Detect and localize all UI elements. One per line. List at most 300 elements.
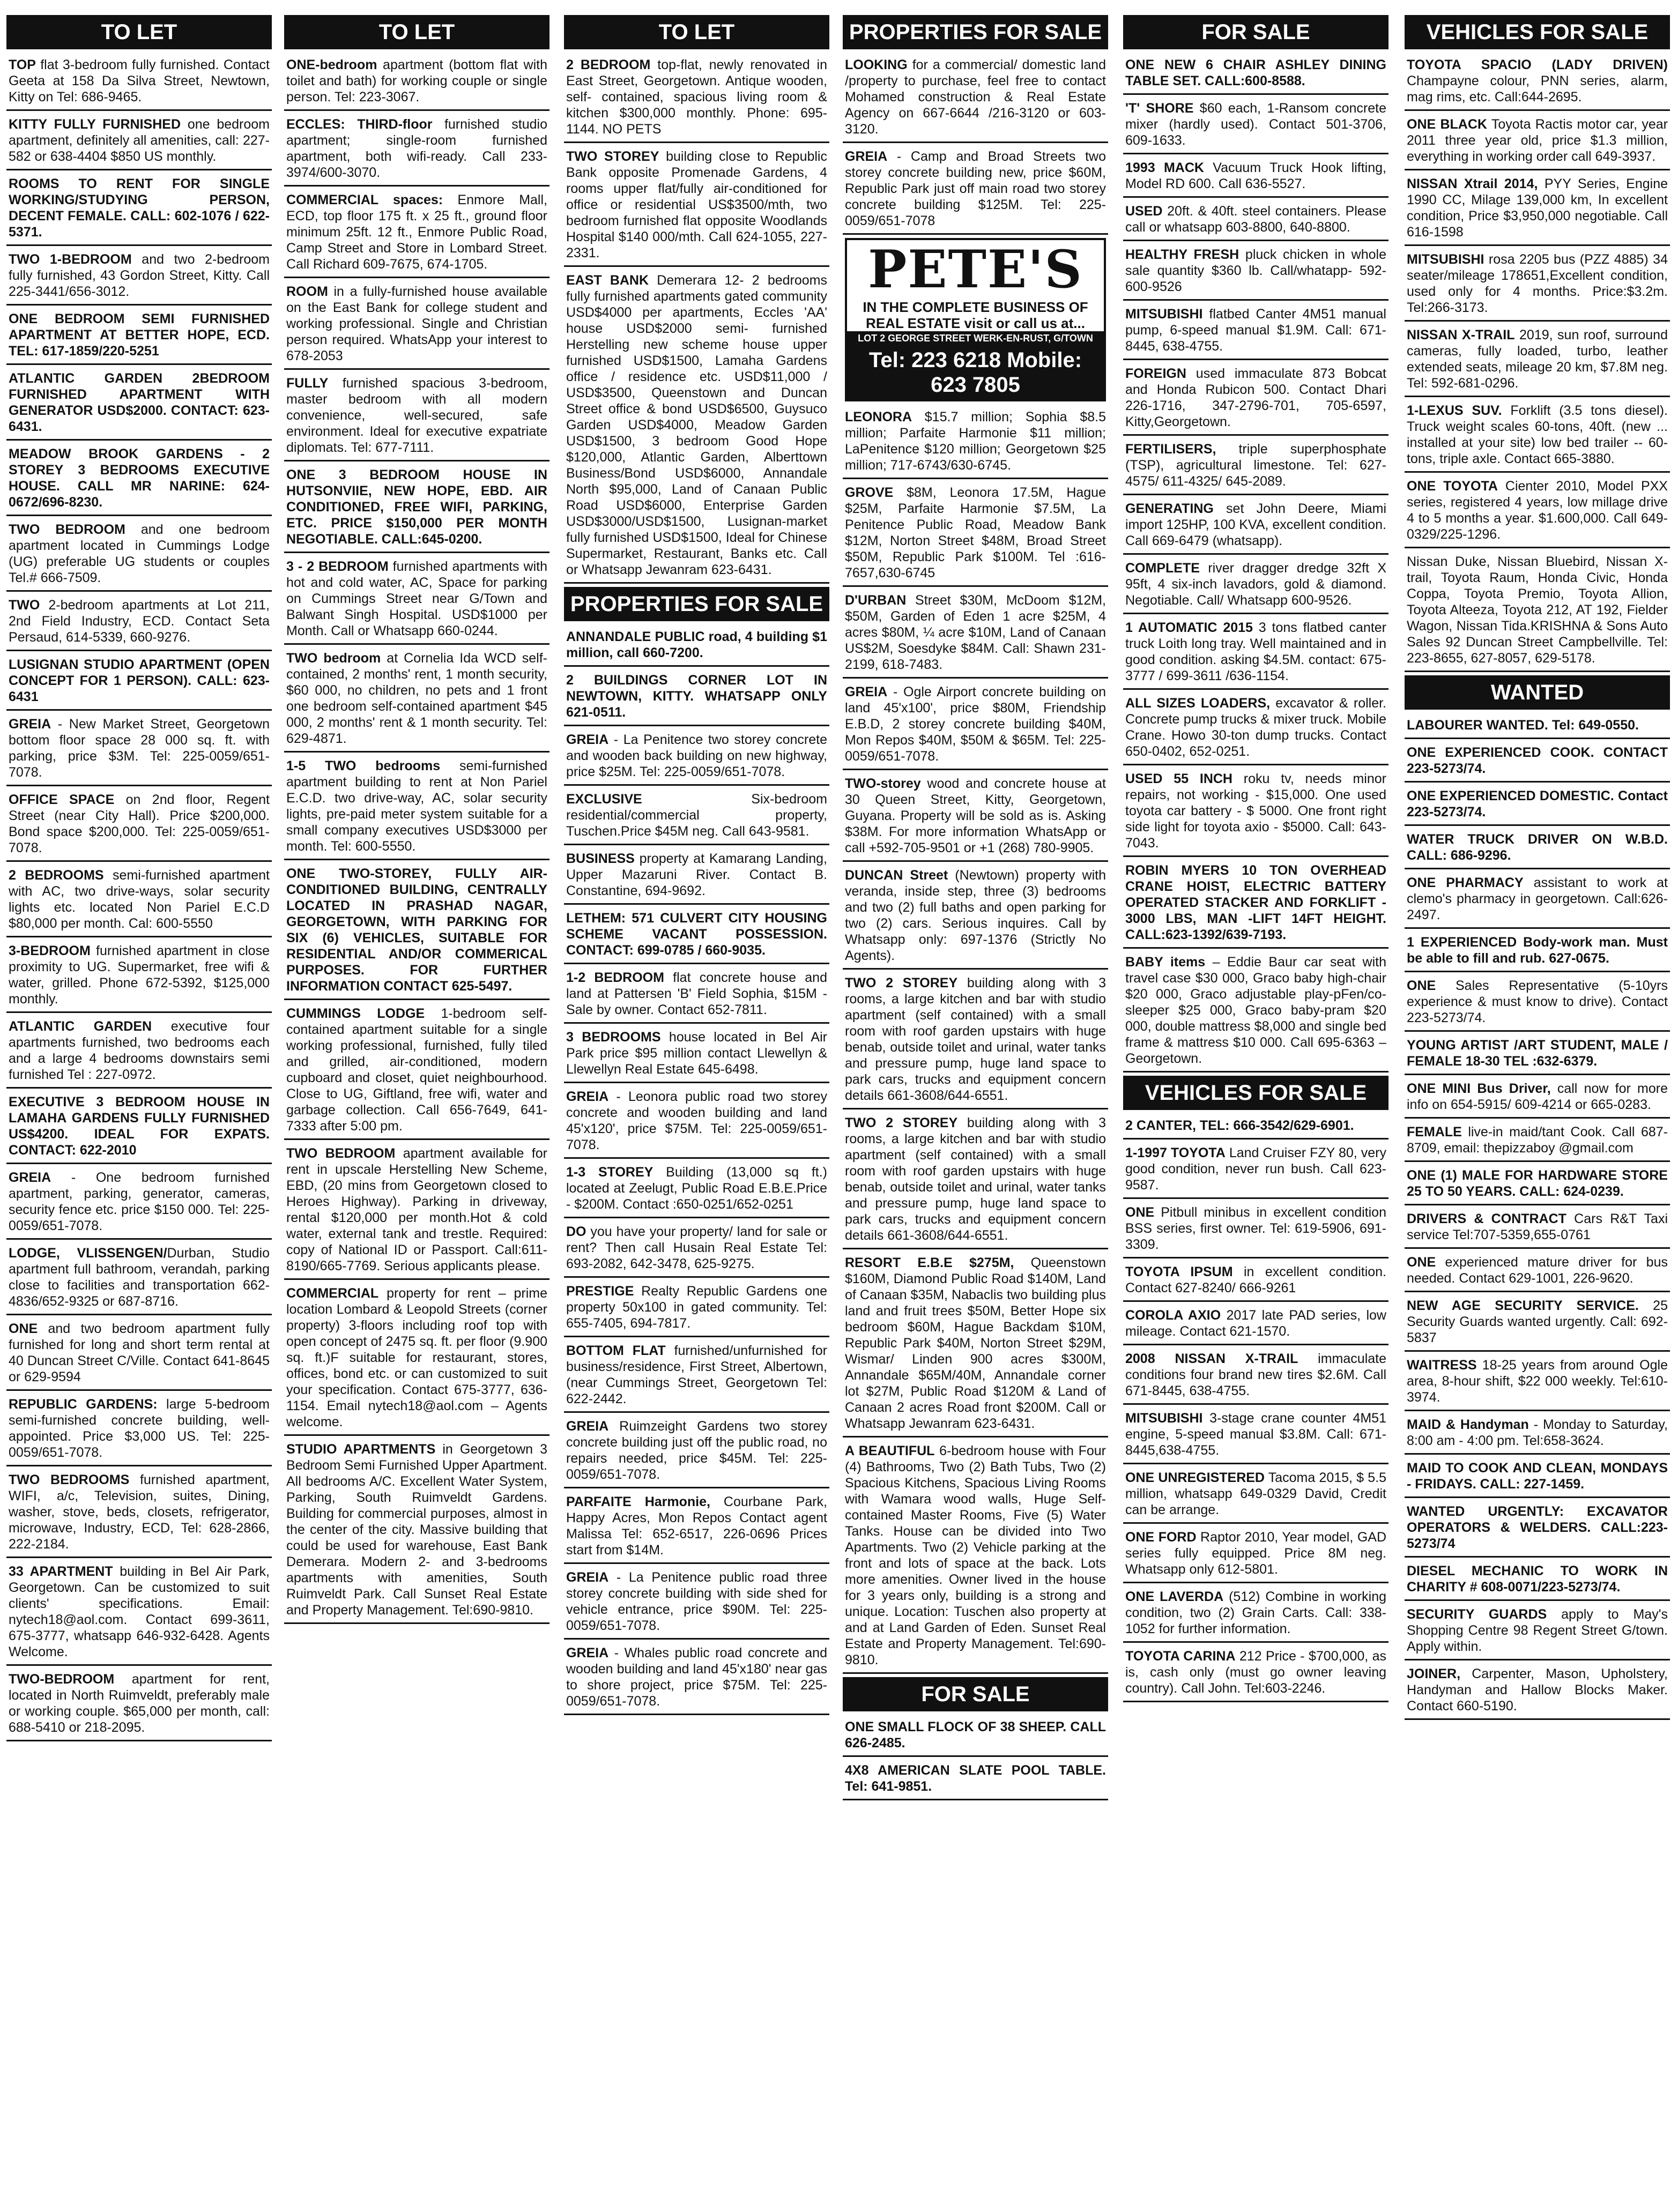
ad-lead-text: ONE NEW 6 CHAIR ASHLEY DINING TABLE SET. CALL:600-8588. <box>1125 57 1386 88</box>
classified-ad <box>6 444 272 516</box>
classified-ad <box>284 1003 550 1140</box>
classified-ad <box>6 114 272 170</box>
classified-ad <box>1405 1414 1670 1455</box>
classified-ad <box>1405 55 1670 111</box>
ad-lead-text: TWO STOREY <box>566 149 659 164</box>
classified-ad <box>6 519 272 592</box>
classified-ad <box>843 482 1108 587</box>
ad-body-text: Raptor 2010, Year model, GAD series fully equipped. Price 8M neg. Whatsapp only 612-5801. <box>1125 1530 1386 1577</box>
ad-body-text: – Eddie Baur car seat with travel case $30 000, Graco baby high-chair $20 000, Graco adjustable play-pFen/co-sleeper $25 000, Graco baby-pram $20 000, double mattress $8,000 and single bed frame & mattress $10 000. Call 695-6363 – Georgetown. <box>1125 955 1386 1066</box>
ad-body-text: property for rent – prime location Lombard & Leopold Streets (corner property) 3-floors including roof top with open concept of 2475 sq. ft. per floor (9.900 sq. ft.)F suitable for restaurant, stores, offices, bond etc. or can customized to suit your specification. Contact 675-3777, 636-1154. Email nytech18@aol.com – Agents welcome. <box>286 1286 547 1429</box>
classified-ad <box>6 1394 272 1466</box>
ad-lead-text: COMMERCIAL <box>286 1286 379 1301</box>
ad-body-text: Pitbull minibus in excellent condition BSS series, first owner. Tel: 619-5906, 691-3309. <box>1125 1205 1386 1252</box>
ad-body-text: set John Deere, Miami import 125HP, 100 KVA, excellent condition. Call 669-6479 (whatsapp). <box>1125 501 1386 548</box>
ad-body-text: Toyota Ractis motor car, year 2011 three year old, price $1.3 million, everything in working order call 649-3937. <box>1407 117 1668 164</box>
classified-ad <box>284 281 550 370</box>
ad-body-text: building in Bel Air Park, Georgetown. Can be customized to suit clients' specifications. Email: nytech18@aol.com. Contact 699-3611, 675-3777, whatsapp 646-932-6428. Agents Welcome. <box>9 1564 270 1659</box>
ad-body-text: 2-bedroom apartments at Lot 211, 2nd Field Industry, ECD. Contact Seta Persaud, 614-5339, 660-9276. <box>9 598 270 645</box>
ad-lead-text: ONE <box>9 1321 38 1336</box>
ad-lead-text: 2 BEDROOM <box>566 57 651 72</box>
classified-ad <box>1123 439 1389 495</box>
ad-lead-text: FEMALE <box>1407 1124 1462 1139</box>
ad-lead-text: TWO <box>9 598 40 613</box>
classified-ad <box>6 595 272 651</box>
classified-ad <box>1405 400 1670 473</box>
ad-body-text: 6-bedroom house with Four (4) Bathrooms, Two (2) Bath Tubs, Two (2) Spacious Kitchens, Spacious Living Rooms with Wamara wood walls, Huge Self-contained Master Rooms, Five (5) Water Tanks. House can be divided into Two Apartments. Two (2) Vehicle parking at the front and lots of space at the back. Lots more amenities. Owner lived in the house for 3 years only, building is a strong and unique. Location: Tuschen also property at and at Land Garden of Eden. Sunset Real Estate and Property Management. Tel:690-9810. <box>845 1443 1106 1667</box>
ad-body-text: wood and concrete house at 30 Queen Street, Kitty, Georgetown, Guyana. Property will be sold as is. Asking $38M. For more information WhatsApp or call +592-705-9501 or +1 (268) 780-9905. <box>845 776 1106 855</box>
classified-ad <box>1405 325 1670 397</box>
ad-lead-text: USED <box>1125 204 1163 219</box>
classified-ad <box>6 654 272 711</box>
ad-body-text: roku tv, needs minor repairs, not working - $15,000. One used toyota car battery - $ 5000. One front right side light for toyota axio - $5000. Call: 643-7043. <box>1125 771 1386 851</box>
ad-lead-text: 1-3 STOREY <box>566 1165 654 1180</box>
classified-ad <box>1405 1078 1670 1119</box>
classified-ad <box>843 773 1108 862</box>
ad-body-text: for a commercial/ domestic land /property to purchase, feel free to contact Mohamed construction & Real Estate Agency on 667-6644 /216-3120 or 603-3120. <box>845 57 1106 137</box>
ad-body-text: - Leonora public road two storey concrete and wooden building and land 45'x120', price $75M. Tel: 225-0059/651-7078. <box>566 1089 827 1152</box>
ad-body-text: flatbed Canter 4M51 manual pump, 6-speed manual $1.9M. Call: 671-8445, 638-4755. <box>1125 307 1386 354</box>
ad-lead-text: TWO BEDROOMS <box>9 1472 130 1487</box>
ad-body-text: large 5-bedroom semi-furnished concrete building, well-appointed. Price $3,000 US. Tel: 225-0059/651-7078. <box>9 1397 270 1460</box>
classified-ad <box>1123 1262 1389 1302</box>
ad-lead-text: D'URBAN <box>845 593 907 608</box>
ad-body-text: Forklift (3.5 tons diesel). Truck weight scales 60-tons, 40ft. (new ... installed at your site) low bed trailer -- 60-tons, triple axle. Contact 665-3880. <box>1407 403 1668 466</box>
ad-body-text: Champayne colour, PNN series, alarm, mag rims, etc. Call:644-2695. <box>1407 73 1668 105</box>
ad-body-text: furnished/unfurnished for business/residence, First Street, Albertown, (near Cummings Street, Georgetown Tel: 622-2442. <box>566 1343 827 1406</box>
ad-body-text: 1-bedroom self-contained apartment suitable for a single working professional, furnished, fully tiled and grilled, air-conditioned, modern cupboard and closet, quiet neighbourhood. Close to UG, Giftland, free wifi, water and garbage collection. Call 656-7649, 641-7333 after 5:00 pm. <box>286 1006 547 1134</box>
classified-ad <box>843 1717 1108 1757</box>
ad-lead-text: BUSINESS <box>566 851 635 866</box>
ad-body-text: 2019, sun roof, surround cameras, fully loaded, turbo, leather extended seats, mileage 20 km, $7.8M neg. Tel: 592-681-0296. <box>1407 327 1668 391</box>
ad-body-text: furnished studio apartment; single-room furnished apartment, both wifi-ready. Call 233-3974/600-3070. <box>286 117 547 180</box>
ad-lead-text: ONE EXPERIENCED COOK. CONTACT 223-5273/74. <box>1407 745 1668 776</box>
classified-ad <box>1405 1165 1670 1205</box>
ad-lead-text: GREIA <box>9 1170 51 1185</box>
ad-lead-text: ONE BEDROOM SEMI FURNISHED APARTMENT AT BETTER HOPE, ECD. TEL: 617-1859/220-5251 <box>9 311 270 359</box>
classified-ad <box>6 865 272 937</box>
ad-body-text: Cars R&T Taxi service Tel:707-5359,655-0761 <box>1407 1211 1668 1242</box>
classified-ad <box>1405 1458 1670 1498</box>
classified-ad <box>1123 1202 1389 1258</box>
ad-lead-text: TWO 2 STOREY <box>845 975 958 990</box>
ad-lead-text: TOP <box>9 57 36 72</box>
ad-body-text: apartment (bottom flat with toilet and bath) for working couple or single person. Tel: 223-3067. <box>286 57 547 105</box>
classified-ad <box>843 146 1108 235</box>
classified-ad <box>6 790 272 862</box>
ad-body-text: building along with 3 rooms, a large kitchen and bar with studio apartment (self contained) with a small room with roof garden upstairs with huge benab, outside toilet and urinal, water tanks and pressure pump, huge land space to park cars, trucks and equipment concern details 661-3608/644-6551. <box>845 1115 1107 1243</box>
ad-body-text: Enmore Mall, ECD, top floor 175 ft. x 25 ft., ground floor minimum 25ft. 12 ft., Enmore Public Road, Camp Street and Store in Lombard Street. Call Richard 609-7675, 674-1705. <box>286 192 547 272</box>
classified-ad <box>1405 742 1670 783</box>
logo-address: LOT 2 GEORGE STREET WERK-EN-RUST, G/TOWN <box>847 331 1104 346</box>
section-header: WANTED <box>1405 675 1670 710</box>
classified-ad <box>1405 1122 1670 1162</box>
classified-ad <box>564 1340 829 1413</box>
ad-body-text: - La Penitence public road three storey concrete building with side shed for vehicle entrance, price $90M. Tel: 225-0059/651-7078. <box>566 1570 827 1633</box>
classified-ad <box>1123 158 1389 198</box>
section-header: TO LET <box>284 15 550 49</box>
ad-body-text: and two 2-bedroom fully furnished, 43 Gordon Street, Kitty. Call 225-3441/656-3012. <box>9 252 270 299</box>
ad-body-text: used immaculate 873 Bobcat and Honda Rubicon 500. Contact Dhari 226-1716, 347-2796-701, 705-6597, Kitty,Georgetown. <box>1125 366 1386 429</box>
classified-ad <box>1123 693 1389 765</box>
ad-body-text: Land Cruiser FZY 80, very good condition, never run bush. Call 623-9587. <box>1125 1145 1386 1193</box>
classified-ad <box>564 270 829 584</box>
ad-lead-text: BABY items <box>1125 955 1206 970</box>
ad-lead-text: GREIA <box>845 684 888 699</box>
ad-body-text: 3 tons flatbed canter truck Loith long tray. Well maintained and in good condition. asking $4.5M. contact: 675-3777 / 699-3611 /636-1154. <box>1125 620 1387 683</box>
section-header: PROPERTIES FOR SALE <box>564 587 829 621</box>
classified-ad <box>564 146 829 267</box>
logo-tagline: IN THE COMPLETE BUSINESS OF REAL ESTATE visit or call us at... <box>863 299 1088 331</box>
classified-ad <box>1405 1252 1670 1292</box>
ad-body-text: at Cornelia Ida WCD self-contained, 2 months' rent, 1 month security, $60 000, no children, no pets and 1 front one bedroom self-contained apartment $45 000, 2 months' rent & 1 month security. Tel: 629-4871. <box>286 651 547 746</box>
classified-ad <box>284 648 550 753</box>
ad-lead-text: 1-1997 TOYOTA <box>1125 1145 1226 1160</box>
ad-body-text: live-in maid/tant Cook. Call 687-8709, email: thepizzaboy @gmail.com <box>1407 1124 1668 1156</box>
ad-body-text: on 2nd floor, Regent Street (near City Hall). Price $200,000. Bond space $200,000. Tel: 225-0059/651-7078. <box>9 792 270 855</box>
ad-body-text: assistant to work at clemo's pharmacy in georgetown. Call:626-2497. <box>1407 875 1668 922</box>
ad-body-text: pluck chicken in whole sale quantity $360 lb. Call/whatapp- 592-600-9526 <box>1125 247 1386 294</box>
section-header: PROPERTIES FOR SALE <box>843 15 1108 49</box>
ad-lead-text: NEW AGE SECURITY SERVICE. <box>1407 1298 1639 1313</box>
classified-ad <box>6 714 272 786</box>
classified-ad <box>843 973 1108 1109</box>
ad-body-text: $8M, Leonora 17.5M, Hague $25M, Parfaite Harmonie $7.5M, La Penitence Public Road, Meadow Bank $12M, Norton Street $48M, Broad Street $50M, Republic Park $100M. Tel :616-7657,630-6745 <box>845 485 1106 580</box>
classified-ad <box>1405 786 1670 826</box>
ad-body-text: Realty Republic Gardens one property 50x100 in gated community. Tel: 655-7405, 694-7817. <box>566 1284 827 1331</box>
ad-lead-text: ONE <box>1407 978 1436 993</box>
ad-body-text: furnished apartment in close proximity to UG. Supermarket, free wifi & water, grilled. Phone 672-5392, $125,000 monthly. <box>9 943 270 1007</box>
ad-lead-text: 2 BEDROOMS <box>9 868 104 883</box>
ad-body-text: 20ft. & 40ft. steel containers. Please call or whatsapp 603-8800, 640-8800. <box>1125 204 1386 235</box>
ad-body-text: building close to Republic Bank opposite Promenade Gardens, 4 rooms upper flat/fully air-conditioned for office or residential US$3500/mth, two bedroom furnished flat opposite Woodlands Hospital $140 000/mth. Call 624-1055, 227-2331. <box>566 149 827 260</box>
classified-ad <box>6 1167 272 1240</box>
classified-ad <box>1405 873 1670 929</box>
ad-body-text: furnished apartments with hot and cold water, AC, Space for parking on Cummings Street near G/Town and Balwant Singh Hospital. USD$1000 per Month. Call or Whatsapp 660-0244. <box>286 559 548 638</box>
ad-lead-text: MITSUBISHI <box>1125 307 1203 322</box>
ad-lead-text: PARFAITE Harmonie, <box>566 1494 710 1509</box>
ad-lead-text: BOTTOM FLAT <box>566 1343 666 1358</box>
classified-ad <box>1123 1115 1389 1139</box>
ad-lead-text: ONE LAVERDA <box>1125 1589 1224 1604</box>
ad-lead-text: GREIA <box>566 1645 609 1660</box>
classified-ad <box>564 908 829 964</box>
classified-ad <box>284 373 550 461</box>
classified-ad <box>564 1492 829 1564</box>
ad-lead-text: ONE TWO-STOREY, FULLY AIR-CONDITIONED BUILDING, CENTRALLY LOCATED IN PRASHAD NAGAR, GEORGETOWN, WITH PARKING FOR SIX (6) VEHICLES, SUITABLE FOR RESIDENTIAL AND/OR COMMERICAL PURPOSES. FOR FURTHER INFORMATION CONTACT 625-5497. <box>286 866 547 994</box>
classified-ad <box>843 1441 1108 1674</box>
ad-body-text: Vacuum Truck Hook lifting, Model RD 600. Call 636-5527. <box>1125 160 1386 191</box>
classified-ad <box>1405 715 1670 739</box>
ad-lead-text: COMMERCIAL spaces: <box>286 192 443 207</box>
ad-lead-text: TWO BEDROOM <box>9 522 125 537</box>
ad-lead-text: JOINER, <box>1407 1666 1461 1681</box>
classified-ad <box>1123 1349 1389 1405</box>
classified-ad <box>843 55 1108 143</box>
ad-lead-text: ONE SMALL FLOCK OF 38 SHEEP. CALL 626-2485. <box>845 1719 1106 1751</box>
ad-lead-text: EXECUTIVE 3 BEDROOM HOUSE IN LAMAHA GARDENS FULLY FURNISHED US$4200. IDEAL FOR EXPATS. CONTACT: 622-2010 <box>9 1094 270 1158</box>
ad-body-text: property at Kamarang Landing, Upper Mazaruni River. Contact B. Constantine, 694-9692. <box>566 851 827 898</box>
ad-body-text: top-flat, newly renovated in East Street, Georgetown. Antique wooden, self- contained, spacious living room & kitchen $300,000 monthly. Phone: 695-1144. NO PETS <box>566 57 828 137</box>
classified-ad <box>1405 829 1670 869</box>
classified-ad <box>1405 552 1670 672</box>
ad-body-text: in excellent condition. Contact 627-8240/ 666-9261 <box>1125 1264 1386 1295</box>
classified-ad <box>564 1643 829 1715</box>
ad-lead-text: ONE <box>1125 1205 1155 1220</box>
ad-lead-text: LETHEM: 571 CULVERT CITY HOUSING SCHEME VACANT POSSESSION. CONTACT: 699-0785 / 660-9035. <box>566 911 827 958</box>
classified-ad <box>1123 952 1389 1073</box>
ad-lead-text: NISSAN Xtrail 2014, <box>1407 176 1538 191</box>
ad-body-text: $15.7 million; Sophia $8.5 million; Parfaite Harmonie $11 million; LaPenitence $120 million; Georgetown $25 million; 717-6743/630-6745. <box>845 409 1106 473</box>
classified-ad <box>564 1162 829 1218</box>
section-header: FOR SALE <box>1123 15 1389 49</box>
column-1 <box>6 13 272 2205</box>
ad-body-text: in Georgetown 3 Bedroom Semi Furnished Upper Apartment. All bedrooms A/C. Excellent Water System, Parking, South Ruimveldt Gardens. Building for commercial purposes, almost in the center of the city. Massive building that could be used for warehouse, East Bank Demerara. Modern 2- and 3-bedrooms apartments with amenities, South Ruimveldt Park. Call Sunset Real Estate and Property Management. Tel:690-9810. <box>286 1442 547 1618</box>
ad-lead-text: TOYOTA SPACIO (LADY DRIVEN) <box>1407 57 1668 72</box>
ad-lead-text: WANTED URGENTLY: EXCAVATOR OPERATORS & WELDERS. CALL:223-5273/74 <box>1407 1504 1668 1551</box>
ad-lead-text: 1-2 BEDROOM <box>566 970 664 985</box>
ad-lead-text: OFFICE SPACE <box>9 792 115 807</box>
classified-ad <box>564 967 829 1024</box>
classified-ad <box>284 756 550 860</box>
ad-lead-text: TWO bedroom <box>286 651 381 666</box>
column-2 <box>284 13 550 2205</box>
ad-body-text: Street $30M, McDoom $12M, $50M, Garden of Eden 1 acre $25M, 4 acres $80M, ¼ acre $10M, Land of Canaan US$2M, Soesdyke $84M. Call: Shawn 231-2199, 618-7483. <box>845 593 1106 672</box>
ad-lead-text: WAITRESS <box>1407 1358 1477 1373</box>
classified-ad <box>1123 304 1389 360</box>
classified-ad <box>284 1439 550 1624</box>
ad-body-text: building along with 3 rooms, a large kitchen and bar with studio apartment (self contained) with a small room with roof garden upstairs with huge benab, outside toilet and urinal, water tanks and pressure pump, huge land space to park cars, trucks and equipment concern details 661-3608/644-6551. <box>845 975 1107 1103</box>
ad-lead-text: TOYOTA CARINA <box>1125 1649 1236 1664</box>
classified-ad <box>1405 1209 1670 1249</box>
ad-body-text: triple superphosphate (TSP), agricultural limestone. Tel: 627-4575/ 611-4325/ 645-2089. <box>1125 442 1386 489</box>
section-header: TO LET <box>564 15 829 49</box>
classified-ad <box>1405 1501 1670 1558</box>
classified-ad <box>6 1669 272 1741</box>
ad-lead-text: MAID TO COOK AND CLEAN, MONDAYS - FRIDAYS. CALL: 227-1459. <box>1407 1461 1668 1492</box>
classified-ad <box>1405 975 1670 1032</box>
ad-lead-text: LABOURER WANTED. Tel: 649-0550. <box>1407 718 1639 733</box>
classified-ad <box>1123 1468 1389 1524</box>
ad-body-text: 2017 late PAD series, low mileage. Contact 621-1570. <box>1125 1308 1386 1339</box>
ad-lead-text: NISSAN X-TRAIL <box>1407 327 1515 342</box>
classified-ad <box>284 863 550 1000</box>
classified-ad <box>1123 498 1389 555</box>
ad-body-text: and two bedroom apartment fully furnished for long and short term rental at 40 Duncan Street C/Ville. Contact 641-8645 or 629-9594 <box>9 1321 270 1384</box>
section-header: FOR SALE <box>843 1677 1108 1711</box>
classified-ad <box>843 865 1108 970</box>
classified-ad <box>6 309 272 365</box>
classified-ad <box>1405 1355 1670 1411</box>
classified-ad <box>1123 1408 1389 1464</box>
classified-ad <box>6 1016 272 1089</box>
ad-body-text: apply to May's Shopping Centre 98 Regent Street G/town. Apply within. <box>1407 1607 1668 1654</box>
ad-body-text: river dragger dredge 32ft X 95ft, 4 six-inch lavadors, gold & diamond. Negotiable. Call/ Whatsapp 600-9526. <box>1125 561 1386 608</box>
ad-lead-text: 2008 NISSAN X-TRAIL <box>1125 1351 1298 1366</box>
ad-lead-text: ONE <box>1407 1255 1436 1270</box>
ad-lead-text: HEALTHY FRESH <box>1125 247 1239 262</box>
classified-ad <box>564 1222 829 1278</box>
logo-wordmark: PETE'S <box>868 239 1083 300</box>
ad-body-text: - Ogle Airport concrete building on land 45'x100', price $80M, Friendship E.B.D, 2 storey concrete building $40M, Mon Repos $40M, $50M & $65M. Tel: 225-0059/651-7078. <box>845 684 1106 764</box>
ad-lead-text: FULLY <box>286 376 329 391</box>
classified-ad <box>564 729 829 786</box>
column-5 <box>1123 13 1389 2205</box>
ad-lead-text: ALL SIZES LOADERS, <box>1125 696 1271 711</box>
ad-body-text: apartment available for rent in upscale Herstelling New Scheme, EBD, (20 mins from Georgetown closed to Heroes Highway). Parking in driveway, rental $120,000 per month.Hot & cold water, external tank and trestle. Required: copy of National ID or Passport. Call:611-8190/665-7769. Serious applicants please. <box>286 1146 547 1273</box>
ad-body-text: 212 Price - $700,000, as is, cash only (must go owner leaving country). Call John. Tel:603-2246. <box>1125 1649 1386 1696</box>
ad-lead-text: YOUNG ARTIST /ART STUDENT, MALE / FEMALE 18-30 TEL :632-6379. <box>1407 1038 1668 1069</box>
ad-body-text: (Newtown) property with veranda, inside step, three (3) bedrooms and two (2) full baths and open parking for two (2) cars. Serious inquires. Call by Whatsapp only: 697-1376 (Strictly No Agents). <box>845 868 1106 963</box>
section-header: TO LET <box>6 15 272 49</box>
ad-lead-text: 1-LEXUS SUV. <box>1407 403 1502 418</box>
classified-ad <box>564 1281 829 1337</box>
ad-lead-text: REPUBLIC GARDENS: <box>9 1397 158 1412</box>
ad-body-text: excavator & roller. Concrete pump trucks & mixer truck. Mobile Crane. Howo 30-ton dump trucks. Contact 650-0402, 652-0251. <box>1125 696 1387 759</box>
realty-advert-logo <box>845 238 1106 401</box>
ad-body-text: PYY Series, Engine 1990 CC, Milage 139,000 km, In excellent condition, Price $3,950,000 negotiable. Call 616-1598 <box>1407 176 1668 240</box>
classified-ad <box>1405 1664 1670 1720</box>
classified-ad <box>564 627 829 667</box>
ad-lead-text: FOREIGN <box>1125 366 1186 381</box>
classified-ad <box>6 941 272 1013</box>
classified-ad <box>284 114 550 187</box>
ad-body-text: - One bedroom furnished apartment, parking, generator, cameras, security fence etc. price $150 000. Tel: 225-0059/651-7078. <box>9 1170 270 1233</box>
ad-lead-text: 3 BEDROOMS <box>566 1030 661 1045</box>
classified-ad <box>1405 1561 1670 1601</box>
ad-lead-text: 1 AUTOMATIC 2015 <box>1125 620 1253 635</box>
ad-lead-text: 2 CANTER, TEL: 666-3542/629-6901. <box>1125 1118 1354 1133</box>
ad-body-text: semi-furnished apartment building to rent at Non Pariel E.C.D. two drive-way, AC, solar security lights, pre-paid meter system suitable for a small company executives USD$3000 per month. Tel: 600-5550. <box>286 758 547 854</box>
ad-lead-text: DRIVERS & CONTRACT <box>1407 1211 1566 1226</box>
classified-ad <box>1123 55 1389 95</box>
classified-ad <box>1405 1604 1670 1660</box>
ad-body-text: Six-bedroom residential/commercial property, Tuschen.Price $45M neg. Call 643-9581. <box>566 792 827 839</box>
ad-lead-text: KITTY FULLY FURNISHED <box>9 117 181 132</box>
classified-ad <box>1405 1295 1670 1352</box>
classified-ad <box>6 55 272 111</box>
ad-body-text: - Camp and Broad Streets two storey concrete building new, price $60M, Republic Park just off main road two storey concrete building $125M. Tel: 225-0059/651-7078 <box>845 149 1106 228</box>
ad-lead-text: USED 55 INCH <box>1125 771 1232 786</box>
classified-ad <box>1405 174 1670 246</box>
classified-ad <box>564 55 829 143</box>
ad-body-text: flat concrete house and land at Pattersen 'B' Field Sophia, $15M - Sale by owner. Contact 652-7811. <box>566 970 827 1017</box>
classified-ad <box>843 590 1108 679</box>
ad-lead-text: GREIA <box>566 1570 609 1585</box>
ad-body-text: in a fully-furnished house available on the East Bank for college student and working professional. Single and Christian person required. WhatsApp your interest to 678-2053 <box>286 284 547 363</box>
classified-ad <box>1123 617 1389 690</box>
classified-ad <box>1123 244 1389 301</box>
classified-ad <box>564 848 829 905</box>
ad-lead-text: FERTILISERS, <box>1125 442 1216 457</box>
classified-ad <box>843 1253 1108 1438</box>
ad-lead-text: COROLA AXIO <box>1125 1308 1221 1323</box>
ad-lead-text: TWO-storey <box>845 776 921 791</box>
ad-lead-text: ONE BLACK <box>1407 117 1487 132</box>
ad-lead-text: GREIA <box>845 149 888 164</box>
ad-lead-text: ONE 3 BEDROOM HOUSE IN HUTSONVIIE, NEW HOPE, EBD. AIR CONDITIONED, FREE WIFI, PARKING, ETC. PRICE $150,000 PER MONTH NEGOTIABLE. CALL:645-0200. <box>286 467 547 547</box>
ad-body-text: Tacoma 2015, $ 5.5 million, whatsapp 649-0329 David, Credit can be arrange. <box>1125 1470 1386 1517</box>
classified-ad <box>284 55 550 111</box>
classified-ad <box>1123 1305 1389 1345</box>
ad-lead-text: 1 EXPERIENCED Body-work man. Must be able to fill and rub. 627-0675. <box>1407 935 1668 966</box>
column-3 <box>564 13 829 2205</box>
ad-lead-text: GROVE <box>845 485 894 500</box>
ad-lead-text: ATLANTIC GARDEN <box>9 1019 152 1034</box>
classified-ad <box>6 1470 272 1558</box>
ad-body-text: Carpenter, Mason, Upholstery, Handyman and Hallow Blocks Maker. Contact 660-5190. <box>1407 1666 1668 1714</box>
ad-body-text: you have your property/ land for sale or rent? Then call Husain Real Estate Tel: 693-2082, 642-3478, 625-9275. <box>566 1224 827 1271</box>
ad-body-text: immaculate conditions four brand new tires $2.6M. Call 671-8445, 638-4755. <box>1125 1351 1386 1398</box>
classified-ad <box>1405 1035 1670 1075</box>
classified-ad <box>6 1243 272 1315</box>
ad-lead-text: 33 APARTMENT <box>9 1564 113 1579</box>
column-4 <box>843 13 1108 2205</box>
ad-lead-text: ROOMS TO RENT FOR SINGLE WORKING/STUDYING PERSON, DECENT FEMALE. CALL: 602-1076 / 622-5371. <box>9 176 270 240</box>
ad-body-text: 18-25 years from around Ogle area, 8-hour shift, $22 000 weekly. Tel:610-3974. <box>1407 1358 1668 1405</box>
ad-body-text: Building (13,000 sq ft.) located at Zeelugt, Public Road E.B.E.Price - $200M. Contact :650-0251/652-0251 <box>566 1165 827 1212</box>
ad-lead-text: ONE UNREGISTERED <box>1125 1470 1265 1485</box>
ad-body-text: one bedroom apartment, definitely all amenities, call: 227-582 or 638-4404 $850 US monthly. <box>9 117 270 164</box>
classified-ad <box>284 465 550 553</box>
ad-lead-text: RESORT E.B.E $275M, <box>845 1255 1014 1270</box>
ad-body-text: Demerara 12- 2 bedrooms fully furnished apartments gated community USD$4000 per apartments, Eccles 'AA' house USD$2000 semi- furnished Herstelling new scheme house upper furnished USD$1500, Lamaha Gardens office / residence etc. USD$11,000 / USD$3500, Queenstown and Duncan Street office & bond USD$6500, Guysuco Garden USD$4000, Meadow Garden USD$1500, 3 bedroom Good Hope $120,000, Atlantic Garden, Alberttown Business/Bond USD$6000, Annandale North $95,000, Land of Canaan Public Road USD$6000, Enterprise Garden USD$3000/USD$1500, Lusignan-market fully furnished USD$1500, Ideal for Chinese Supermarket, Restaurant, Banks etc. Call or Whatsapp Jewanram 623-6431. <box>566 273 827 577</box>
ad-lead-text: A BEAUTIFUL <box>845 1443 935 1458</box>
classified-ad <box>564 1027 829 1083</box>
ad-lead-text: TWO 1-BEDROOM <box>9 252 132 267</box>
ad-lead-text: LOOKING <box>845 57 908 72</box>
ad-lead-text: EAST BANK <box>566 273 649 288</box>
ad-body-text: Cienter 2010, Model PXX series, registered 4 years, low millage drive 4 to 5 months a year. $1.600,000. Call 649-0329/225-1296. <box>1407 479 1668 542</box>
classified-ad <box>1123 1143 1389 1199</box>
classified-ad <box>1123 98 1389 154</box>
ad-lead-text: 4X8 AMERICAN SLATE POOL TABLE. Tel: 641-9851. <box>845 1763 1106 1794</box>
classified-ad <box>1123 363 1389 436</box>
ad-lead-text: TWO-BEDROOM <box>9 1672 115 1687</box>
ad-lead-text: 'T' SHORE <box>1125 101 1194 116</box>
ad-lead-text: MAID & Handyman <box>1407 1417 1529 1432</box>
ad-lead-text: 3 - 2 BEDROOM <box>286 559 389 574</box>
ad-lead-text: DIESEL MECHANIC TO WORK IN CHARITY # 608-0071/223-5273/74. <box>1407 1563 1668 1595</box>
ad-lead-text: ATLANTIC GARDEN 2BEDROOM FURNISHED APARTMENT WITH GENERATOR USD$2000. CONTACT: 623-6431. <box>9 371 270 434</box>
classified-ad <box>1405 114 1670 170</box>
ad-lead-text: 3-BEDROOM <box>9 943 91 958</box>
classified-ad <box>564 1567 829 1640</box>
ad-lead-text: 1993 MACK <box>1125 160 1204 175</box>
classified-ad <box>284 1283 550 1436</box>
logo-phone: Tel: 223 6218 Mobile: 623 7805 <box>847 346 1104 399</box>
classified-ad <box>1123 1646 1389 1702</box>
ad-body-text: 3-stage crane counter 4M51 engine, 5-speed manual $3.8M. Call: 671-8445,638-4755. <box>1125 1411 1386 1458</box>
classified-ad <box>843 682 1108 770</box>
ad-lead-text: TWO BEDROOM <box>286 1146 396 1161</box>
ad-lead-text: CUMMINGS LODGE <box>286 1006 425 1021</box>
classified-ad <box>6 1561 272 1666</box>
ad-lead-text: TOYOTA IPSUM <box>1125 1264 1233 1279</box>
ad-body-text: furnished spacious 3-bedroom, master bedroom with all modern convenience, well-secured, safe environment. Ideal for executive expatriate diplomats. Tel: 677-7111. <box>286 376 547 455</box>
ad-lead-text: ONE TOYOTA <box>1407 479 1498 494</box>
classified-ad <box>6 1319 272 1391</box>
ad-body-text: call now for more info on 654-5915/ 609-4214 or 665-0283. <box>1407 1081 1668 1112</box>
ad-lead-text: LEONORA <box>845 409 912 424</box>
ad-lead-text: GREIA <box>566 732 609 747</box>
classified-ad <box>1123 1527 1389 1583</box>
ad-body-text: apartment for rent, located in North Ruimveldt, preferably male or working couple. $65,000 per month, call: 688-5410 or 218-2095. <box>9 1672 270 1735</box>
classified-ad <box>1123 201 1389 241</box>
classified-ad <box>1123 1587 1389 1643</box>
ad-body-text: Courbane Park, Happy Acres, Mon Repos Contact agent Malissa Tel: 652-6517, 226-0696 Prices start from $14M. <box>566 1494 828 1558</box>
classified-ad <box>6 174 272 246</box>
